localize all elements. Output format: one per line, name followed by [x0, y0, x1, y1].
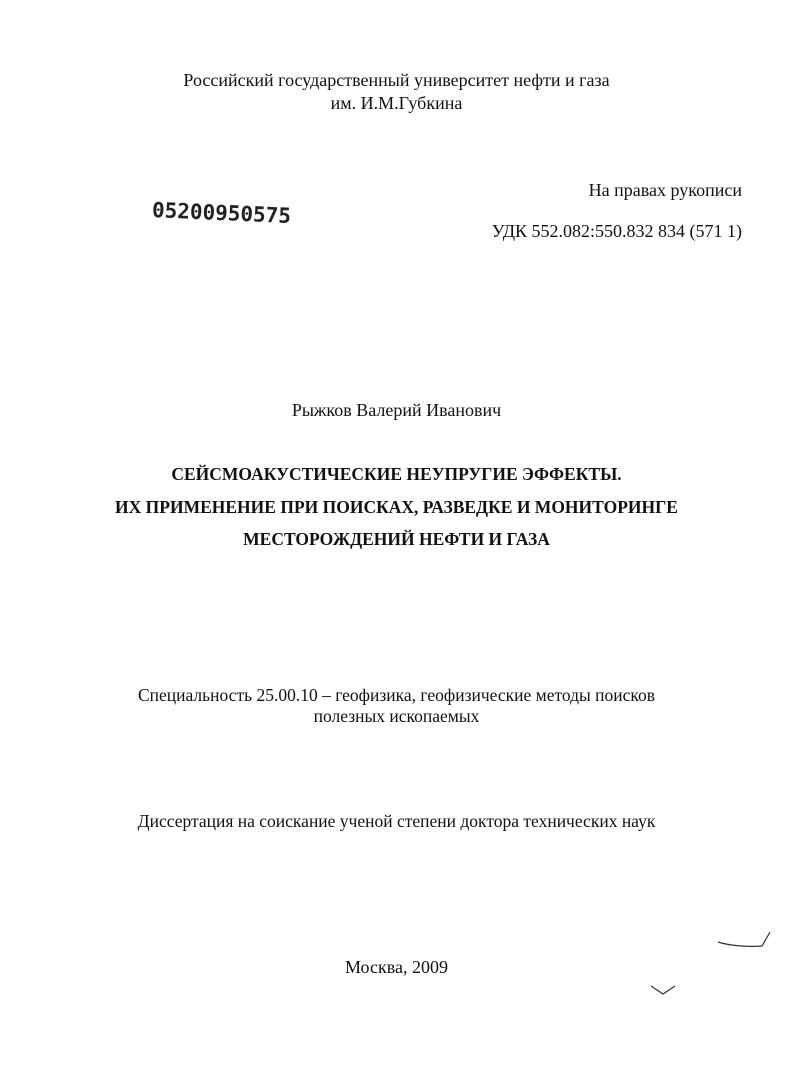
title-line-3: МЕСТОРОЖДЕНИЙ НЕФТИ И ГАЗА [243, 529, 550, 549]
specialty-line-2: полезных ископаемых [313, 706, 480, 726]
degree-statement: Диссертация на соискание ученой степени доктора технических наук [137, 811, 656, 831]
title-line-2: ИХ ПРИМЕНЕНИЕ ПРИ ПОИСКАХ, РАЗВЕДКЕ И МОНИТОРИНГЕ [115, 497, 678, 517]
specialty-line-1: Специальность 25.00.10 – геофизика, геофизические методы поисков [137, 685, 656, 705]
author-name: Рыжков Валерий Иванович [291, 400, 502, 420]
library-stamp-number: 05200950575 [151, 198, 292, 229]
rights-note: На правах рукописи [588, 180, 742, 200]
university-named-after: им. И.М.Губкина [330, 93, 463, 113]
city-year: Москва, 2009 [345, 957, 448, 977]
title-line-1: СЕЙСМОАКУСТИЧЕСКИЕ НЕУПРУГИЕ ЭФФЕКТЫ. [171, 464, 622, 484]
handwritten-tick [645, 980, 685, 1000]
handwritten-mark [700, 920, 780, 1000]
udc-code: УДК 552.082:550.832 834 (571 1) [491, 221, 742, 241]
university-name: Российский государственный университет нефти и газа [183, 70, 610, 90]
